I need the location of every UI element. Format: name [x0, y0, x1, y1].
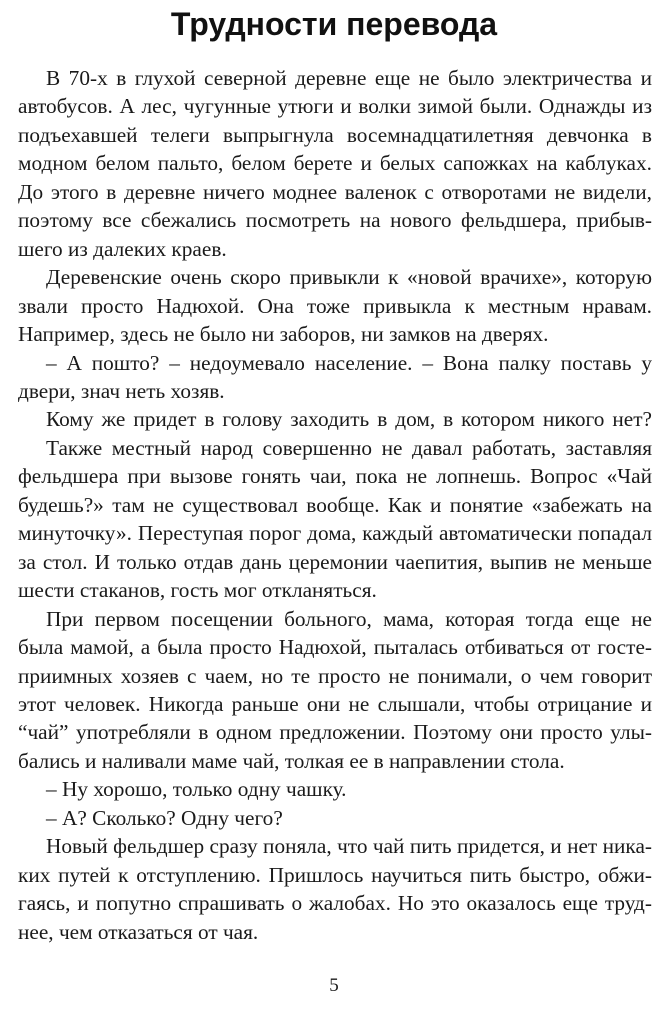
page-number: 5: [329, 975, 339, 996]
paragraph: При первом посещении больного, мама, которая тогда еще не была мамой, а была просто Надюхой, пыталась отбиваться от гостеприимных хозяев с чаем, но те просто не понимали, о чем говорит этот человек. Никогда раньше они не слышали, чтобы отрицание и “чай” употребляли в одном предложении. Поэтому они просто улыбались и наливали маме чай, толкая ее в направлении стола.: [18, 606, 652, 773]
paragraph: – Ну хорошо, только одну чашку.: [46, 777, 347, 802]
chapter-title: Трудности перевода: [170, 6, 498, 42]
paragraph: Новый фельдшер сразу поняла, что чай пить придется, и нет никаких путей к отступлению. Пришлось научиться пить быстро, обжигаясь, и попутно спрашивать о жалобах. Но это оказалось еще труднее, чем отказаться от чая.: [18, 834, 652, 944]
paragraph: Кому же придет в голову заходить в дом, в котором никого нет?: [46, 407, 652, 432]
paragraph: Деревенские очень скоро привыкли к «новой врачихе», которую звали просто Надюхой. Она тоже привыкла к местным нравам. Например, здесь не было ни заборов, ни замков на дверях.: [18, 265, 652, 347]
paragraph: В 70-х в глухой северной деревне еще не было электричества и автобусов. А лес, чугунные утюги и волки зимой были. Однажды из подъехавшей телеги выпрыгнула восемнадцатилетняя девчонка в модном белом пальто, белом берете и белых сапожках на каблуках. До этого в деревне ничего моднее валенок с отворотами не видели, поэтому все сбежались посмотреть на нового фельдшера, прибывшего из далеких краев.: [18, 66, 652, 261]
paragraph: – А? Сколько? Одну чего?: [46, 805, 283, 830]
paragraph: Также местный народ совершенно не давал работать, заставляя фельдшера при вызове гонять чаи, пока не лопнешь. Вопрос «Чай будешь?» там не существовал вообще. Как и понятие «забежать на минуточку». Переступая порог дома, каждый автоматически попадал за стол. И только отдав дань церемонии чаепития, выпив не меньше шести стаканов, гость мог откланяться.: [18, 435, 652, 603]
paragraph: – А пошто? – недоумевало население. – Вона палку поставь у двери, знач неть хозяв.: [18, 350, 652, 403]
chapter-body: [18, 64, 652, 946]
